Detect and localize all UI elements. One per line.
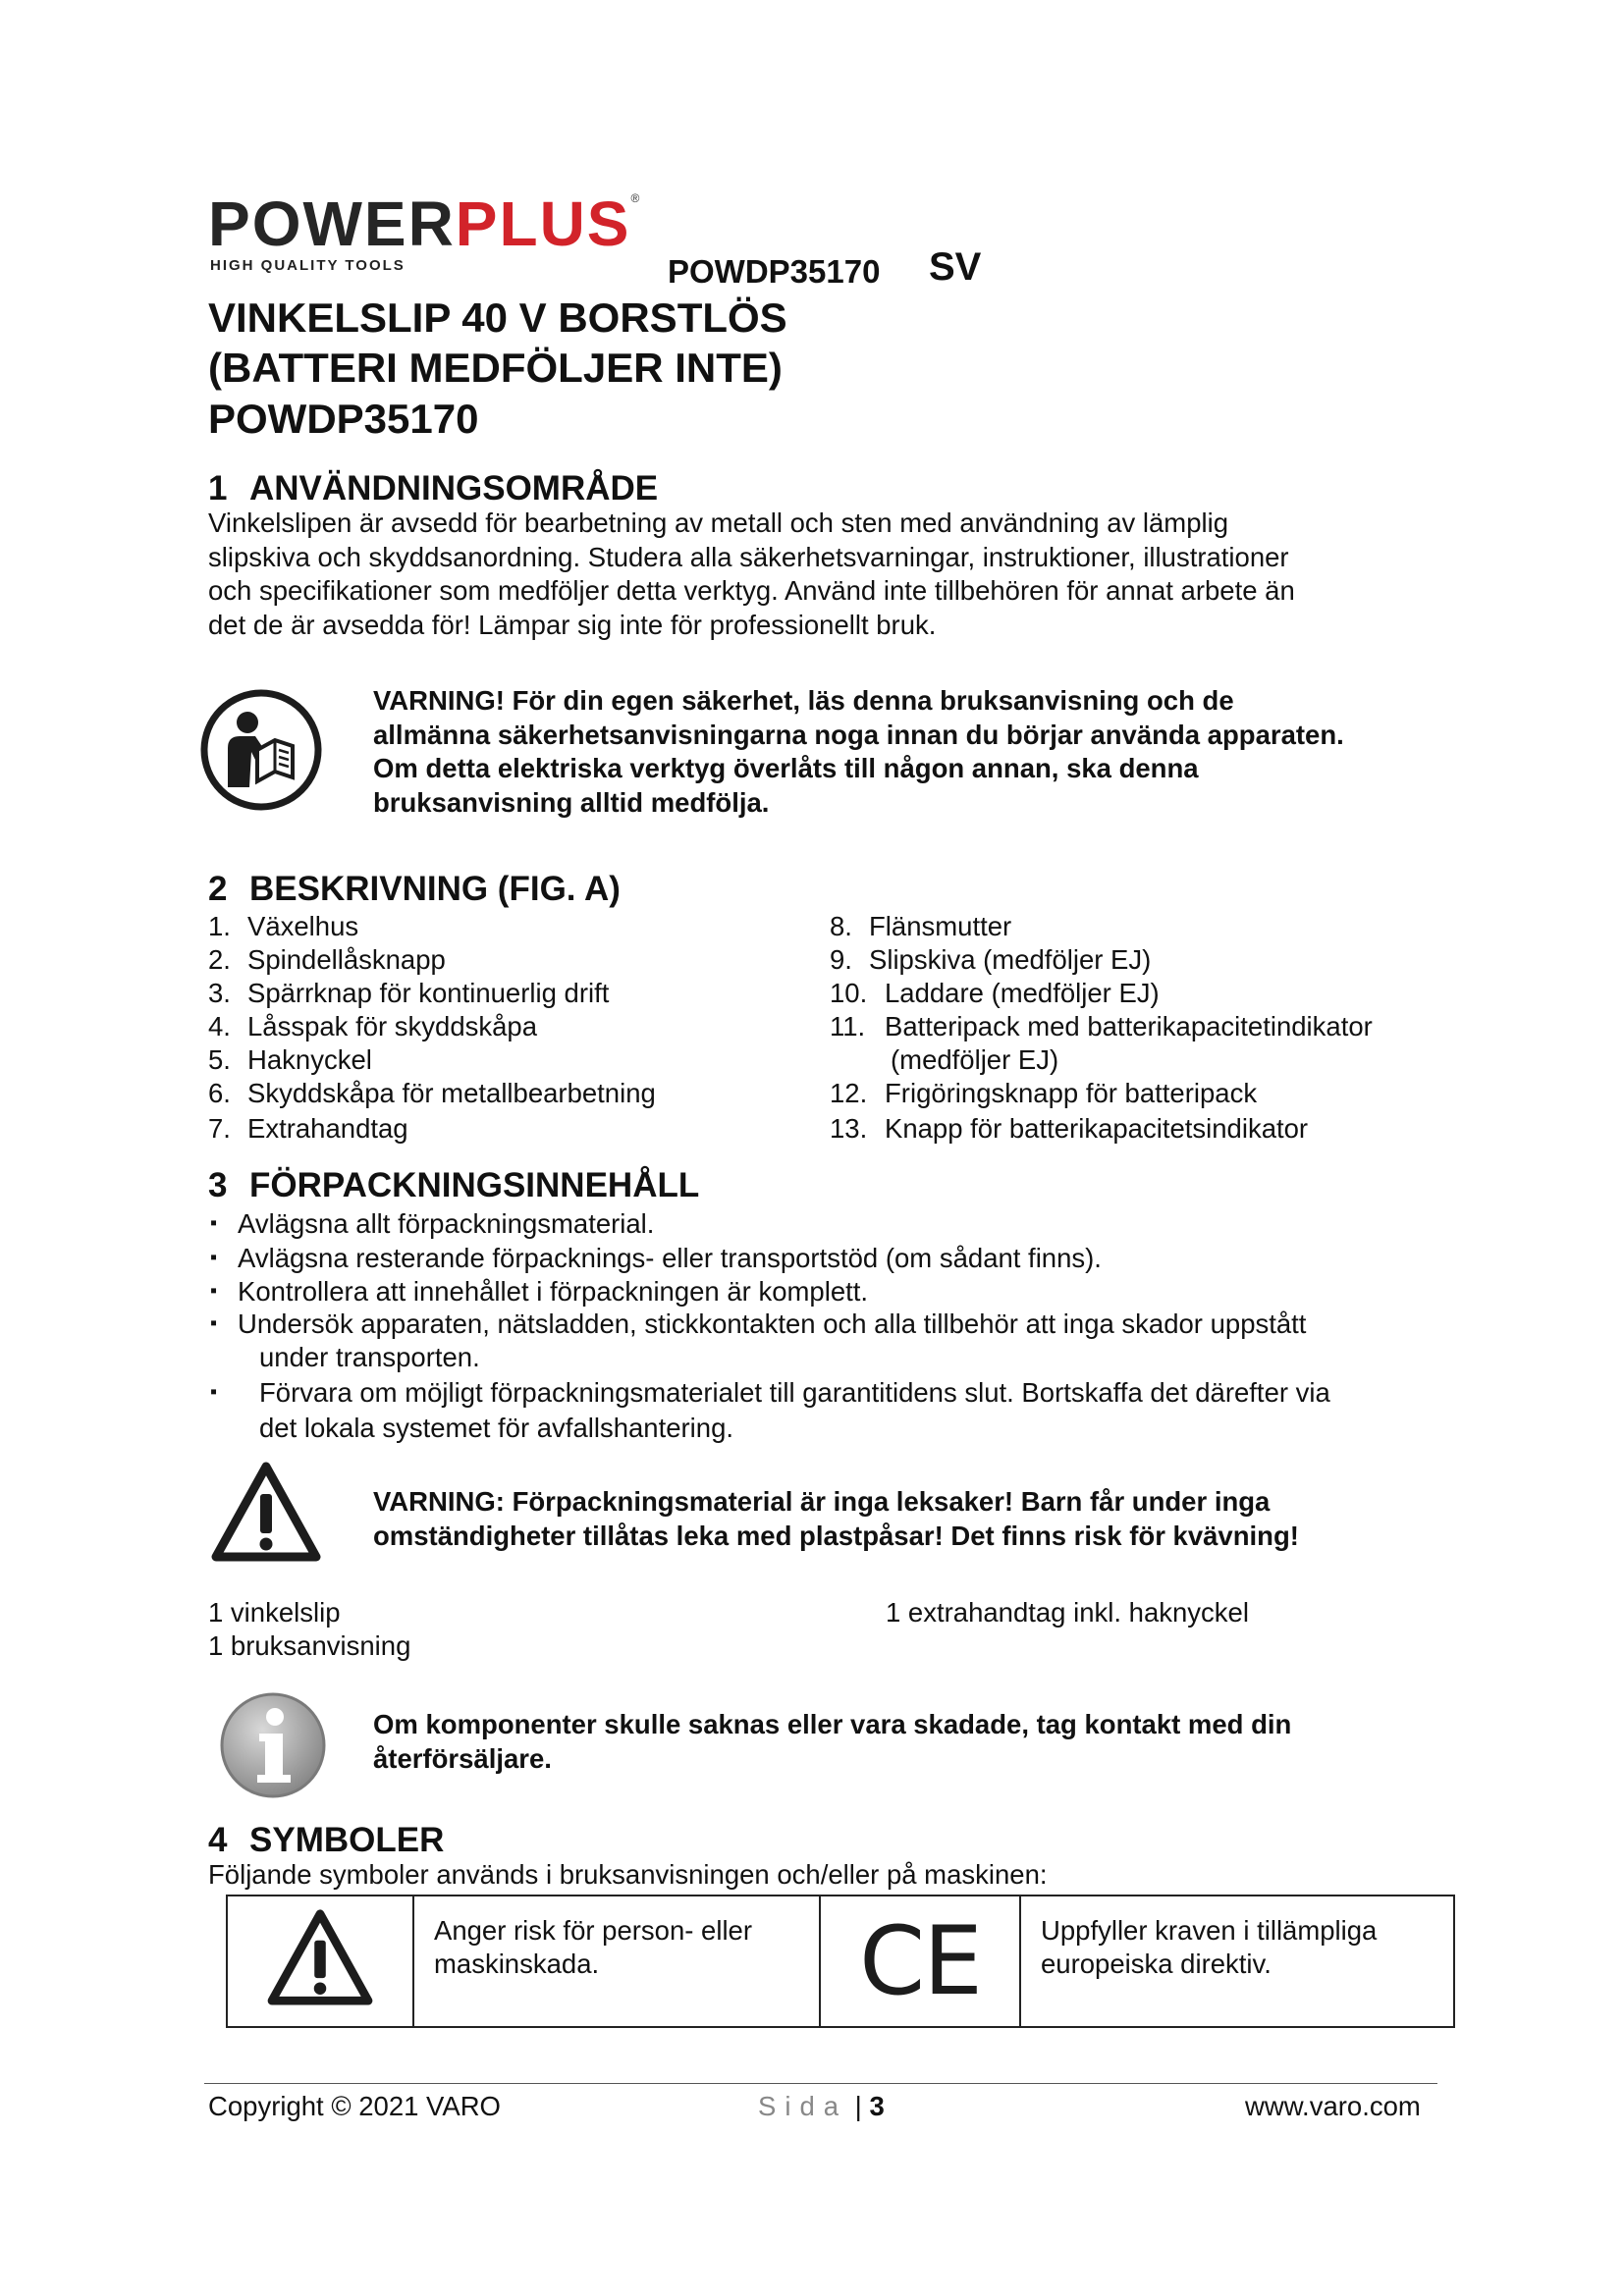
safety-warning-text <box>373 684 1463 820</box>
body-line: och specifikationer som medföljer detta verktyg. Använd inte tillbehören för annat arbete än <box>208 575 1295 606</box>
footer-website-link[interactable]: www.varo.com <box>1245 2091 1421 2121</box>
warning-line: VARNING! För din egen säkerhet, läs denna bruksanvisning och de <box>373 685 1234 716</box>
description-item-continuation: (medföljer EJ) <box>891 1044 1059 1075</box>
logo-plus-text: PLUS <box>455 188 631 259</box>
package-content-item: 1 bruksanvisning <box>208 1630 411 1661</box>
package-content-item: 1 vinkelslip <box>208 1597 341 1628</box>
warning-line: allmänna säkerhetsanvisningarna noga innan du börjar använda apparaten. <box>373 719 1344 750</box>
missing-parts-notice <box>373 1708 1463 1776</box>
description-item: 1. Växelhus <box>208 911 359 941</box>
document-title-line-3: POWDP35170 <box>208 396 479 442</box>
page-number: 3 <box>869 2091 885 2121</box>
symbols-intro: Följande symboler används i bruksanvisningen och/eller på maskinen: <box>208 1859 1048 1890</box>
symbol-description: europeiska direktiv. <box>1041 1949 1272 1979</box>
description-item: 8. Flänsmutter <box>830 911 1012 941</box>
logo-power-text: POWER <box>208 188 456 259</box>
info-icon <box>218 1690 328 1800</box>
warning-line: bruksanvisning alltid medfölja. <box>373 786 770 818</box>
list-item: ▪ Undersök apparaten, nätsladden, stickkontakten och alla tillbehör att inga skador uppstått <box>210 1308 1307 1339</box>
page-word: Sida <box>758 2091 848 2121</box>
symbol-description-cell <box>413 1896 820 2027</box>
description-item: 10. Laddare (medföljer EJ) <box>830 978 1160 1008</box>
footer-divider <box>204 2083 1437 2084</box>
section-title: BESKRIVNING (FIG. A) <box>249 870 621 908</box>
symbol-description: Uppfyller kraven i tillämpliga <box>1041 1915 1378 1946</box>
symbol-description: Anger risk för person- eller <box>434 1915 753 1946</box>
body-line: slipskiva och skyddsanordning. Studera alla säkerhetsvarningar, instruktioner, illustrationer <box>208 541 1289 572</box>
logo-tagline: HIGH QUALITY TOOLS <box>210 257 406 274</box>
description-item: 9. Slipskiva (medföljer EJ) <box>830 944 1152 975</box>
section-number: 1 <box>208 469 228 507</box>
section-title: SYMBOLER <box>249 1821 445 1859</box>
body-line: det de är avsedda för! Lämpar sig inte för professionellt bruk. <box>208 609 937 640</box>
description-item: 6. Skyddskåpa för metallbearbetning <box>208 1078 656 1108</box>
symbol-icon-cell <box>820 1896 1020 2027</box>
table-row <box>227 1896 1454 2027</box>
bullet-marker: ▪ <box>210 1280 218 1302</box>
page-separator: | <box>847 2091 870 2121</box>
document-title-line-1: VINKELSLIP 40 V BORSTLÖS <box>208 294 787 341</box>
description-item: 4. Låsspak för skyddskåpa <box>208 1011 538 1041</box>
section-title: ANVÄNDNINGSOMRÅDE <box>249 469 659 507</box>
header-model-code: POWDP35170 <box>668 253 881 290</box>
section-number: 3 <box>208 1166 228 1204</box>
section-3-heading <box>208 1168 699 1202</box>
section-1-body <box>208 507 1445 642</box>
section-title: FÖRPACKNINGSINNEHÅLL <box>249 1166 700 1204</box>
footer-page-indicator <box>758 2091 885 2122</box>
list-item: ▪ Avlägsna allt förpackningsmaterial. <box>210 1208 655 1239</box>
warning-line: omständigheter tillåtas leka med plastpåsar! Det finns risk för kvävning! <box>373 1520 1299 1551</box>
list-item-continuation: under transporten. <box>259 1342 480 1372</box>
section-number: 2 <box>208 870 228 908</box>
symbol-icon-cell <box>227 1896 413 2027</box>
warning-triangle-icon <box>210 1461 322 1563</box>
description-item: 7. Extrahandtag <box>208 1113 408 1144</box>
list-item: ▪ Avlägsna resterande förpacknings- eller transportstöd (om sådant finns). <box>210 1243 1102 1273</box>
package-content-item: 1 extrahandtag inkl. haknyckel <box>886 1597 1249 1628</box>
packaging-warning-text <box>373 1485 1463 1553</box>
symbol-description: maskinskada. <box>434 1949 600 1979</box>
read-manual-icon <box>198 687 324 813</box>
symbols-table <box>226 1895 1455 2028</box>
language-code: SV <box>929 245 982 289</box>
bullet-marker: ▪ <box>210 1247 218 1268</box>
symbol-description-cell <box>1020 1896 1454 2027</box>
list-item: ▪ Kontrollera att innehållet i förpackningen är komplett. <box>210 1276 869 1307</box>
footer-copyright: Copyright © 2021 VARO <box>208 2091 501 2121</box>
registered-mark: ® <box>630 191 642 205</box>
description-item: 13. Knapp för batterikapacitetsindikator <box>830 1113 1309 1144</box>
section-2-heading <box>208 872 621 906</box>
description-item: 3. Spärrknap för kontinuerlig drift <box>208 978 610 1008</box>
bullet-marker: ▪ <box>210 1212 218 1234</box>
bullet-marker: ▪ <box>210 1381 218 1403</box>
body-line: Vinkelslipen är avsedd för bearbetning av metall och sten med användning av lämplig <box>208 507 1229 538</box>
section-1-heading <box>208 471 658 506</box>
ce-mark-icon: CE <box>859 1906 981 2016</box>
description-item: 2. Spindellåsknapp <box>208 944 446 975</box>
description-item: 5. Haknyckel <box>208 1044 372 1075</box>
section-4-heading <box>208 1823 444 1857</box>
bullet-marker: ▪ <box>210 1312 218 1334</box>
description-item: 12. Frigöringsknapp för batteripack <box>830 1078 1258 1108</box>
warning-line: Om detta elektriska verktyg överlåts till någon annan, ska denna <box>373 753 1199 783</box>
warning-triangle-icon <box>266 1908 374 2006</box>
section-number: 4 <box>208 1821 228 1859</box>
warning-line: VARNING: Förpackningsmaterial är inga leksaker! Barn får under inga <box>373 1486 1271 1517</box>
description-item: 11. Batteripack med batterikapacitetindikator <box>830 1011 1373 1041</box>
notice-line: Om komponenter skulle saknas eller vara skadade, tag kontakt med din <box>373 1709 1292 1739</box>
list-item: ▪ Förvara om möjligt förpackningsmaterialet till garantitidens slut. Bortskaffa det därefter via <box>210 1377 1330 1408</box>
notice-line: återförsäljare. <box>373 1742 552 1774</box>
list-item-continuation: det lokala systemet för avfallshantering. <box>259 1413 734 1443</box>
brand-logo <box>208 188 642 259</box>
document-title-line-2: (BATTERI MEDFÖLJER INTE) <box>208 345 783 391</box>
